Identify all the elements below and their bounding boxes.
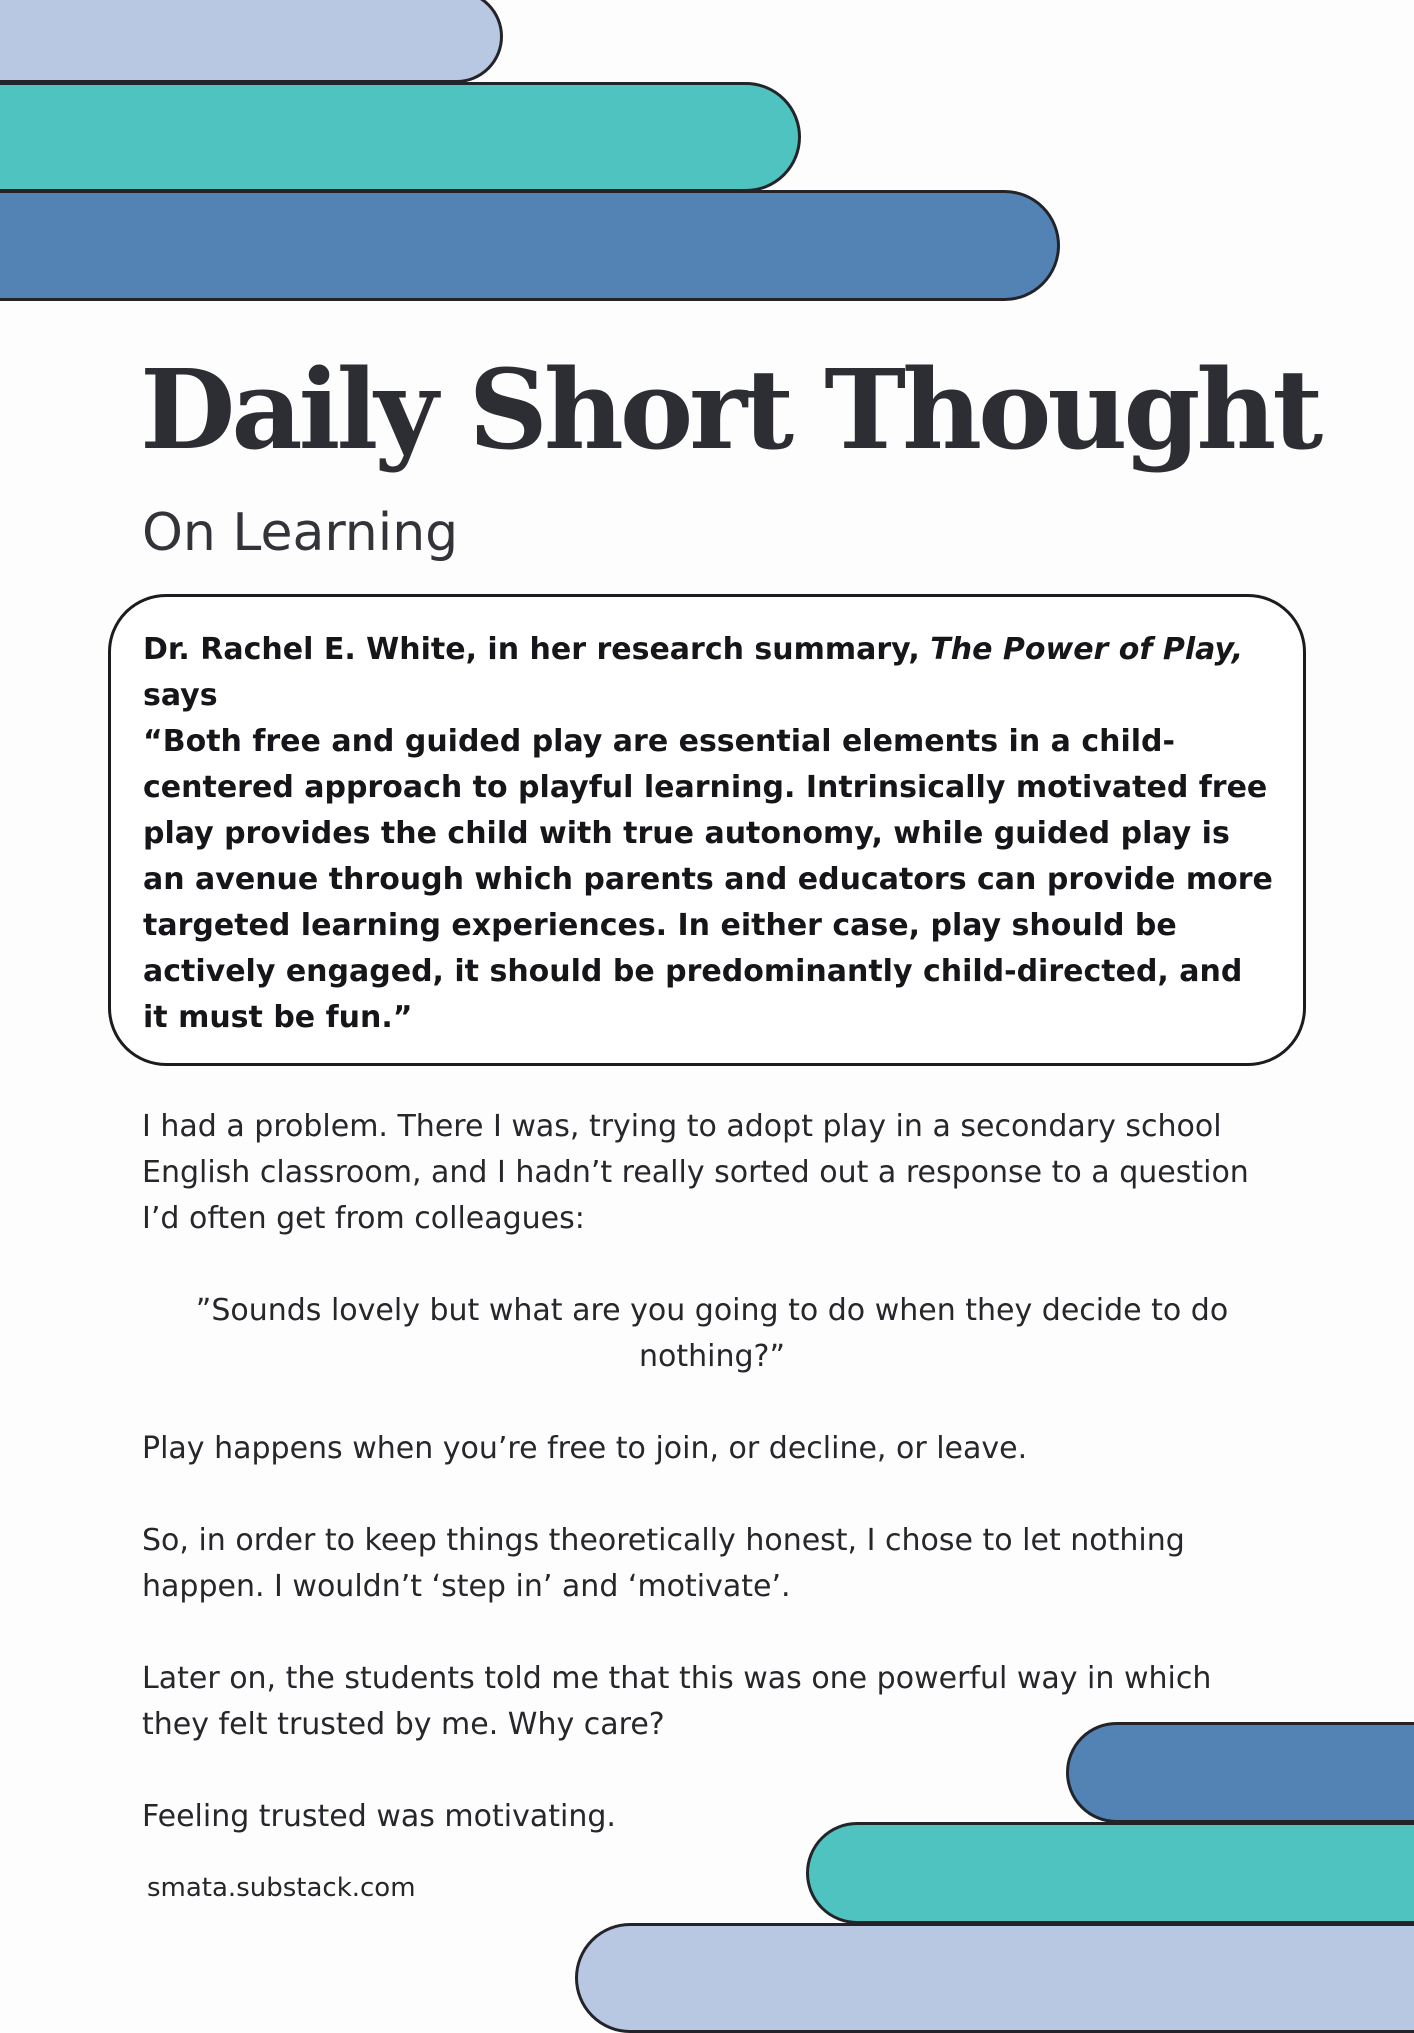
paragraph-play-definition: Play happens when you’re free to join, or decline, or leave.: [142, 1431, 1028, 1466]
decorative-bar-top-blue: [0, 190, 1060, 301]
quote-source-title: The Power of Play,: [930, 632, 1244, 667]
decorative-bar-bottom-light: [575, 1923, 1414, 2033]
page-title: Daily Short Thought: [140, 345, 1320, 474]
footer-url: smata.substack.com: [147, 1873, 416, 1903]
decorative-bar-top-teal: [0, 82, 801, 192]
page-subtitle: On Learning: [142, 503, 459, 563]
quote-attribution: [143, 627, 1273, 719]
paragraph-conclusion: Feeling trusted was motivating.: [142, 1799, 616, 1834]
decorative-bar-bottom-blue: [1066, 1722, 1414, 1823]
decorative-bar-top-light: [0, 0, 503, 83]
decorative-bar-bottom-teal: [806, 1822, 1414, 1924]
quote-box: [108, 594, 1306, 1066]
quote-text: “Both free and guided play are essential elements in a child-centered approach to playful learning. Intrinsically motivated free play provides the child with true autonomy, while guided play is an avenue through which parents and educators can provide more targeted learning experiences. In either case, play should be actively engaged, it should be predominantly child-directed, and it must be fun.”: [143, 724, 1273, 1035]
quote-intro: Dr. Rachel E. White, in her research summary,: [143, 632, 920, 667]
paragraph-colleague-question: ”Sounds lovely but what are you going to do when they decide to do nothing?”: [195, 1293, 1229, 1374]
paragraph-students: Later on, the students told me that this was one powerful way in which they felt trusted by me. Why care?: [142, 1661, 1212, 1742]
paragraph-choice: So, in order to keep things theoretically honest, I chose to let nothing happen. I wouldn’t ‘step in’ and ‘motivate’.: [142, 1523, 1185, 1604]
quote-says: says: [143, 678, 218, 713]
paragraph-problem: I had a problem. There I was, trying to adopt play in a secondary school English classroom, and I hadn’t really sorted out a response to a question I’d often get from colleagues:: [142, 1109, 1249, 1236]
